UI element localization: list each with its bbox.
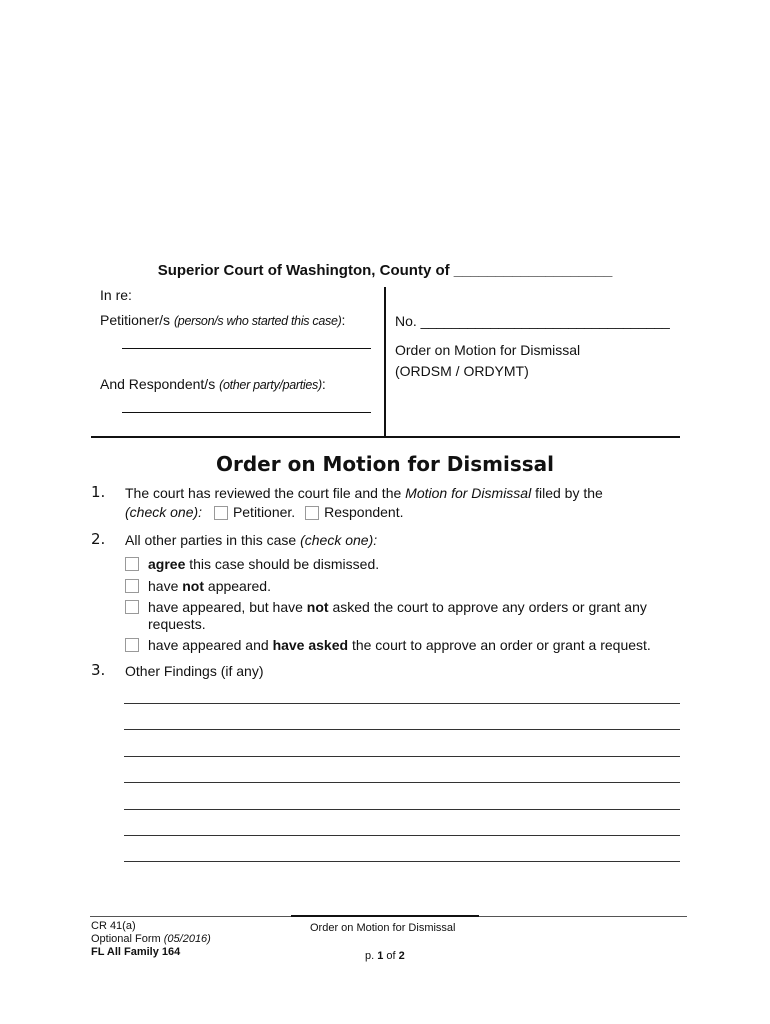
petitioner-hint: (person/s who started this case) [173,314,342,328]
page-indicator [365,950,405,963]
petitioner-name-field[interactable] [122,348,371,349]
respondent-label-line [100,376,326,392]
item-1-text-a: The court has reviewed the court file and the [125,485,406,501]
footer-form-date: (05/2016) [163,933,211,945]
page-prefix: p. [365,950,378,962]
have-asked-checkbox[interactable] [125,638,139,652]
item-1-check-one: (check one): [125,504,203,520]
item-1-number: 1. [91,483,106,501]
petitioner-label: Petitioner/s [100,312,171,328]
agree-option-rest: this case should be dismissed. [185,556,380,572]
not-asked-option-rest: asked the court to approve any orders or grant any [328,599,647,615]
footer-form-id: FL All Family 164 [91,946,181,958]
findings-line[interactable] [124,861,680,862]
agree-checkbox[interactable] [125,557,139,571]
item-3-text: Other Findings (if any) [125,663,264,679]
in-re-label: In re: [100,287,132,303]
item-3-number: 3. [91,661,106,679]
not-asked-option-bold: not [306,599,329,615]
findings-line[interactable] [124,729,680,730]
not-asked-option-line2: requests. [148,616,206,632]
footer-rule-accent [291,915,479,917]
item-2-text [125,532,377,548]
item-2-number: 2. [91,530,106,548]
findings-line[interactable] [124,703,680,704]
footer-rule-ref: CR 41(a) [91,920,136,932]
case-number-field[interactable]: No. ________________________________ [395,313,670,329]
footer-doc-title: Order on Motion for Dismissal [310,922,456,934]
footer-form [91,933,211,946]
item-2-text-main: All other parties in this case [125,532,301,548]
item-2-check-one: (check one): [300,532,378,548]
respondent-label: And Respondent/s [100,376,216,392]
petitioner-checkbox[interactable] [214,506,228,520]
findings-line[interactable] [124,809,680,810]
caption-doc-title: Order on Motion for Dismissal [395,342,581,358]
not-asked-option-pre: have appeared, but have [148,599,307,615]
respondent-hint: (other party/parties) [219,378,322,392]
respondent-option-label: Respondent. [324,504,404,520]
respondent-checkbox[interactable] [305,506,319,520]
page-of: of [383,950,399,962]
caption-divider [384,287,386,437]
petitioner-colon: : [341,312,346,328]
item-1-options [125,504,404,520]
petitioner-option-label: Petitioner. [232,504,296,520]
have-asked-option-bold: have asked [272,637,349,653]
caption-bottom-rule [91,436,680,438]
findings-line[interactable] [124,782,680,783]
agree-option-bold: agree [148,556,186,572]
page-title: Order on Motion for Dismissal [216,452,554,476]
findings-line[interactable] [124,835,680,836]
not-appeared-option-bold: not [182,578,205,594]
caption-doc-code: (ORDSM / ORDYMT) [395,363,529,379]
not-appeared-option-pre: have [148,578,183,594]
respondent-colon: : [321,376,326,392]
not-appeared-checkbox[interactable] [125,579,139,593]
respondent-name-field[interactable] [122,412,371,413]
item-1-text-motion: Motion for Dismissal [405,485,532,501]
page-total: 2 [398,950,405,962]
have-asked-option-pre: have appeared and [148,637,273,653]
not-asked-checkbox[interactable] [125,600,139,614]
petitioner-label-line [100,312,345,328]
page-number: 1 [377,950,384,962]
not-appeared-option-rest: appeared. [204,578,271,594]
court-header: Superior Court of Washington, County of ___________________ [157,262,613,279]
footer-form-label: Optional Form [91,933,164,945]
item-1-text [125,485,603,501]
item-1-text-c: filed by the [531,485,603,501]
findings-line[interactable] [124,756,680,757]
have-asked-option-rest: the court to approve an order or grant a request. [348,637,651,653]
